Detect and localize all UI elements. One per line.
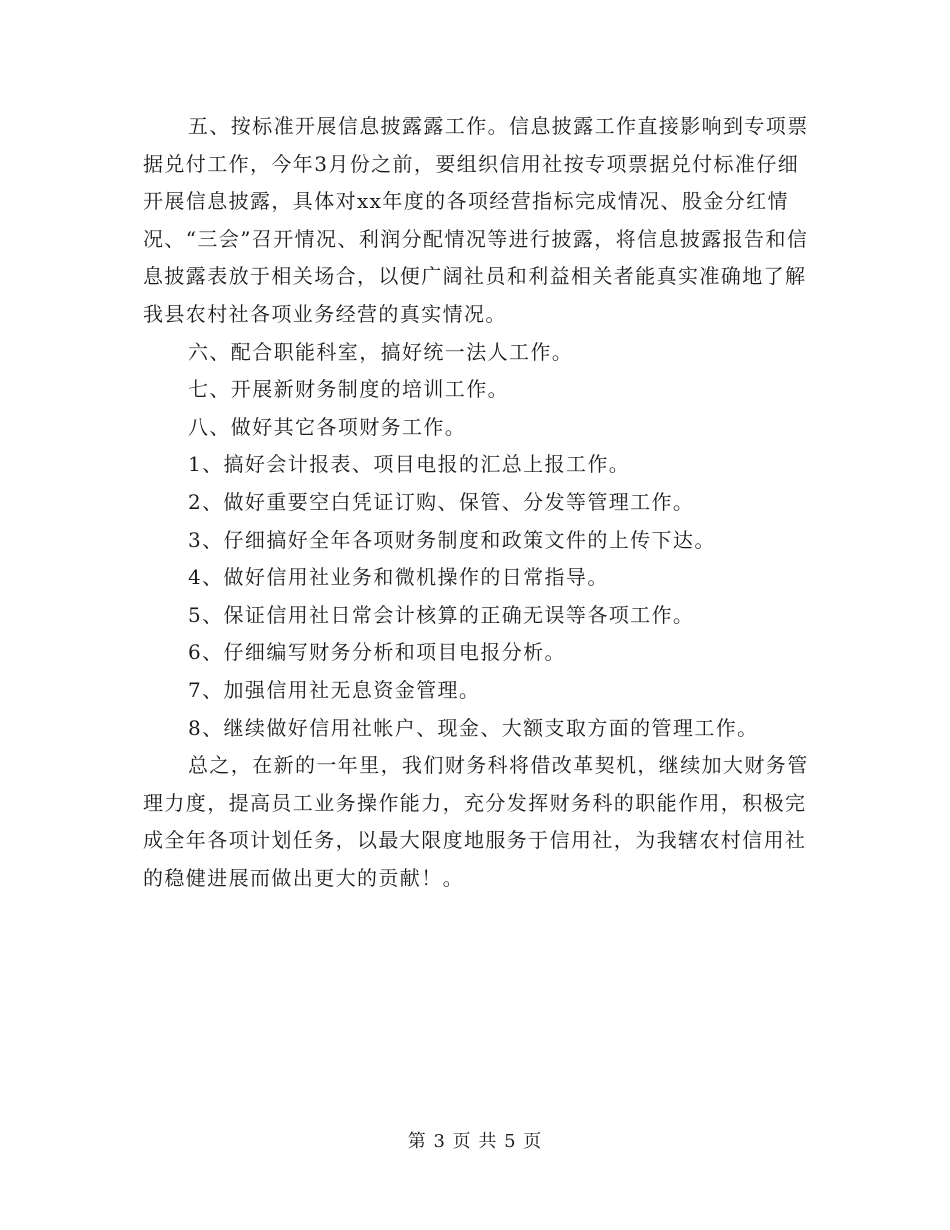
page-number-footer: 第 3 页 共 5 页 xyxy=(407,1131,543,1152)
paragraph-legal-person: 六、配合职能科室，搞好统一法人工作。 xyxy=(188,339,574,364)
list-item-5: 5、保证信用社日常会计核算的正确无误等各项工作。 xyxy=(188,602,695,627)
list-item-2: 2、做好重要空白凭证订购、保管、分发等管理工作。 xyxy=(188,489,695,514)
document-body xyxy=(143,108,815,897)
list-item-1: 1、搞好会计报表、项目电报的汇总上报工作。 xyxy=(188,452,631,477)
list-item-4: 4、做好信用社业务和微机操作的日常指导。 xyxy=(188,565,609,590)
list-item-3: 3、仔细搞好全年各项财务制度和政策文件的上传下达。 xyxy=(188,527,716,552)
paragraph-training: 七、开展新财务制度的培训工作。 xyxy=(188,377,509,402)
list-item-8: 8、继续做好信用社帐户、现金、大额支取方面的管理工作。 xyxy=(188,715,759,740)
list-item-7: 7、加强信用社无息资金管理。 xyxy=(188,677,481,702)
paragraph-summary: 总之，在新的一年里，我们财务科将借改革契机，继续加大财务管理力度，提高员工业务操作能力，充分发挥财务科的职能作用，积极完成全年各项计划任务，以最大限度地服务于信用社，为我辖农村信用社的稳健进展而做出更大的贡献！。 xyxy=(143,753,809,890)
paragraph-disclosure: 五、按标准开展信息披露露工作。信息披露工作直接影响到专项票据兑付工作，今年3月份之前，要组织信用社按专项票据兑付标准仔细开展信息披露，具体对xx年度的各项经营指标完成情况、股金分红情况、“三会”召开情况、利润分配情况等进行披露，将信息披露报告和信息披露表放于相关场合，以便广阔社员和利益相关者能真实准确地了解我县农村社各项业务经营的真实情况。 xyxy=(143,114,809,326)
paragraph-other-work: 八、做好其它各项财务工作。 xyxy=(188,414,467,439)
list-item-6: 6、仔细编写财务分析和项目电报分析。 xyxy=(188,640,566,665)
